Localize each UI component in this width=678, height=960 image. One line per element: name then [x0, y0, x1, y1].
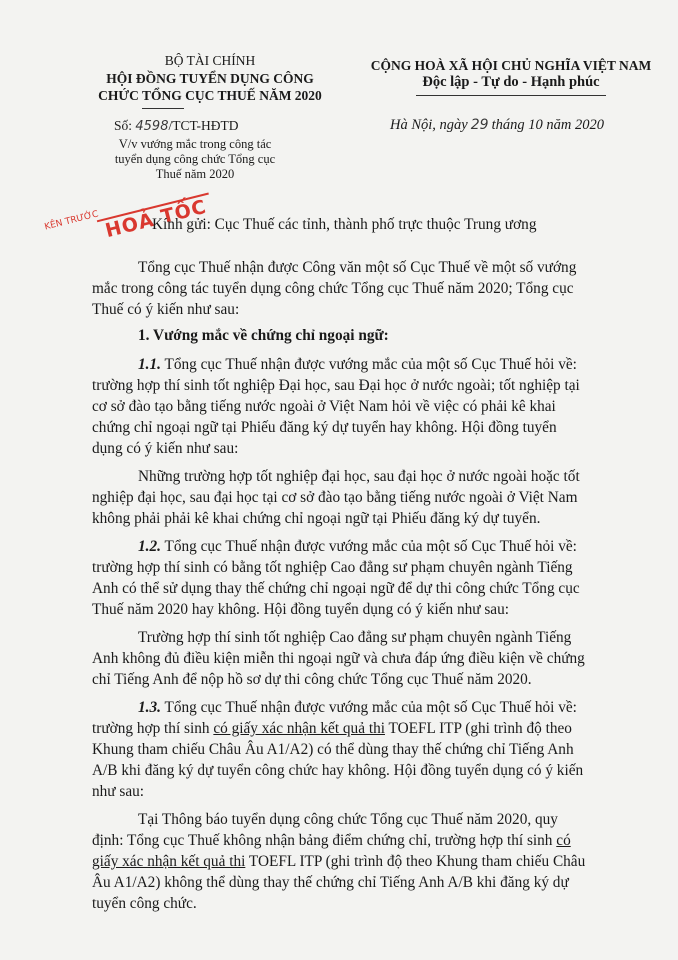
a13-line4: Âu A1/A2) không thể dùng thay thế chứng chỉ Tiếng Anh A/B khi đăng ký dự: [92, 874, 569, 891]
a12-line2: Anh không đủ điều kiện miễn thi ngoại ngữ và chưa đáp ứng điều kiện về chứng: [92, 650, 585, 667]
a12-line3: chỉ Tiếng Anh để nộp hồ sơ dự thi công chức Tổng cục Thuế năm 2020.: [92, 671, 532, 688]
subject-line1: V/v vướng mắc trong công tác: [118, 137, 272, 151]
national-motto: Độc lập - Tự do - Hạnh phúc: [422, 74, 600, 90]
a13-line1: Tại Thông báo tuyển dụng công chức Tổng cục Thuế năm 2020, quy: [138, 811, 558, 828]
p11-line4: chứng chỉ ngoại ngữ tại Phiếu đăng ký dự tuyển hay không. Hội đồng tuyển: [92, 419, 557, 436]
section1-title: 1. Vướng mắc về chứng chỉ ngoại ngữ:: [138, 327, 389, 344]
header-underline-right: [416, 95, 606, 96]
recipient-line: Kính gửi: Cục Thuế các tỉnh, thành phố trực thuộc Trung ương: [152, 216, 537, 233]
a13-line2-start: định: Tổng cục Thuế không nhận bảng điểm chứng chỉ, trường hợp thí sinh: [92, 832, 557, 849]
header-underline-left: [142, 108, 184, 109]
p12-line3: Anh có thể sử dụng thay thế chứng chỉ ngoại ngữ để dự thi công chức Tổng cục: [92, 580, 580, 597]
p11-label: 1.1.: [138, 356, 161, 373]
number-handwritten: 4598: [135, 119, 169, 134]
a11-line2: nghiệp đại học, sau đại học tại cơ sở đào tạo bằng tiếng nước ngoài ở Việt Nam: [92, 489, 578, 506]
a13-line2: [92, 832, 571, 850]
intro-line1: Tổng cục Thuế nhận được Công văn một số Cục Thuế về một số vướng: [138, 259, 577, 276]
p13-text: Tổng cục Thuế nhận được vướng mắc của một số Cục Thuế hỏi về:: [160, 699, 577, 716]
intro-line2: mắc trong công tác tuyển dụng công chức Tổng cục Thuế năm 2020; Tổng cục: [92, 280, 574, 297]
p13-label: 1.3.: [138, 699, 161, 716]
subject-line2: tuyển dụng công chức Tổng cục: [114, 152, 276, 166]
p13-line2-start: trường hợp thí sinh: [92, 720, 214, 737]
a11-line3: không phải phải kê khai chứng chỉ ngoại ngữ tại Phiếu đăng ký dự tuyển.: [92, 510, 541, 527]
subject-line3: Thuế năm 2020: [155, 167, 235, 181]
p13-line3: Khung tham chiếu Châu Âu A1/A2) có thể dùng thay thế chứng chỉ Tiếng Anh: [92, 741, 574, 758]
number-suffix: /TCT-HĐTD: [168, 118, 239, 133]
p13-line4: A/B khi đăng ký dự tuyển công chức hay không. Hội đồng tuyển dụng có ý kiến: [92, 762, 584, 779]
p12-line1: [138, 538, 577, 556]
p11-line5: dụng có ý kiến như sau:: [92, 440, 239, 457]
date-day-handwritten: 29: [470, 117, 489, 133]
p13-line1: [138, 699, 577, 717]
p13-underlined-text: có giấy xác nhận kết quả thi: [213, 720, 385, 737]
a13-line3-underlined: giấy xác nhận kết quả thi: [92, 853, 246, 870]
urgent-stamp-text: HOẢ TỐC: [103, 195, 209, 243]
national-title: CỘNG HOÀ XÃ HỘI CHỦ NGHĨA VIỆT NAM: [370, 58, 652, 73]
a13-line3: [92, 853, 585, 871]
ministry-name: BỘ TÀI CHÍNH: [164, 53, 256, 68]
p11-line1: [138, 356, 577, 374]
p11-text: Tổng cục Thuế nhận được vướng mắc của một số Cục Thuế hỏi về:: [160, 356, 577, 373]
document-date: [390, 117, 604, 134]
p11-line3: cơ sở đào tạo bằng tiếng nước ngoài ở Việt Nam hỏi về việc có phải kê khai: [92, 398, 556, 415]
p12-label: 1.2.: [138, 538, 161, 555]
p13-line2-end: TOEFL ITP (ghi trình độ theo: [384, 720, 572, 737]
a11-line1: Những trường hợp tốt nghiệp đại học, sau đại học ở nước ngoài hoặc tốt: [138, 468, 580, 485]
council-name-line2: CHỨC TỔNG CỤC THUẾ NĂM 2020: [98, 88, 322, 103]
a13-line5: tuyển công chức.: [92, 895, 197, 912]
date-suffix: tháng 10 năm 2020: [491, 117, 604, 133]
p11-line2: trường hợp thí sinh tốt nghiệp Đại học, sau Đại học ở nước ngoài; tốt nghiệp tại: [92, 377, 580, 394]
p12-line2: trường hợp thí sinh có bằng tốt nghiệp Cao đẳng sư phạm chuyên ngành Tiếng: [92, 559, 573, 576]
p13-line5: như sau:: [92, 783, 145, 800]
stamp-small-text: KÊN TRƯỚC: [43, 209, 100, 233]
council-name-line1: HỘI ĐỒNG TUYỂN DỤNG CÔNG: [106, 71, 314, 86]
a13-line2-underlined: có: [556, 832, 571, 849]
intro-line3: Thuế có ý kiến như sau:: [92, 301, 240, 318]
a12-line1: Trường hợp thí sinh tốt nghiệp Cao đẳng sư phạm chuyên ngành Tiếng: [138, 629, 572, 646]
p13-line2: [92, 720, 572, 738]
number-prefix: Số:: [114, 118, 133, 133]
a13-line3-end: TOEFL ITP (ghi trình độ theo Khung tham chiếu Châu: [245, 853, 586, 870]
p12-text: Tổng cục Thuế nhận được vướng mắc của một số Cục Thuế hỏi về:: [160, 538, 577, 555]
date-prefix: Hà Nội, ngày: [390, 117, 468, 133]
document-number: [114, 117, 238, 135]
p12-line4: Thuế năm 2020 hay không. Hội đồng tuyển dụng có ý kiến như sau:: [92, 601, 509, 618]
